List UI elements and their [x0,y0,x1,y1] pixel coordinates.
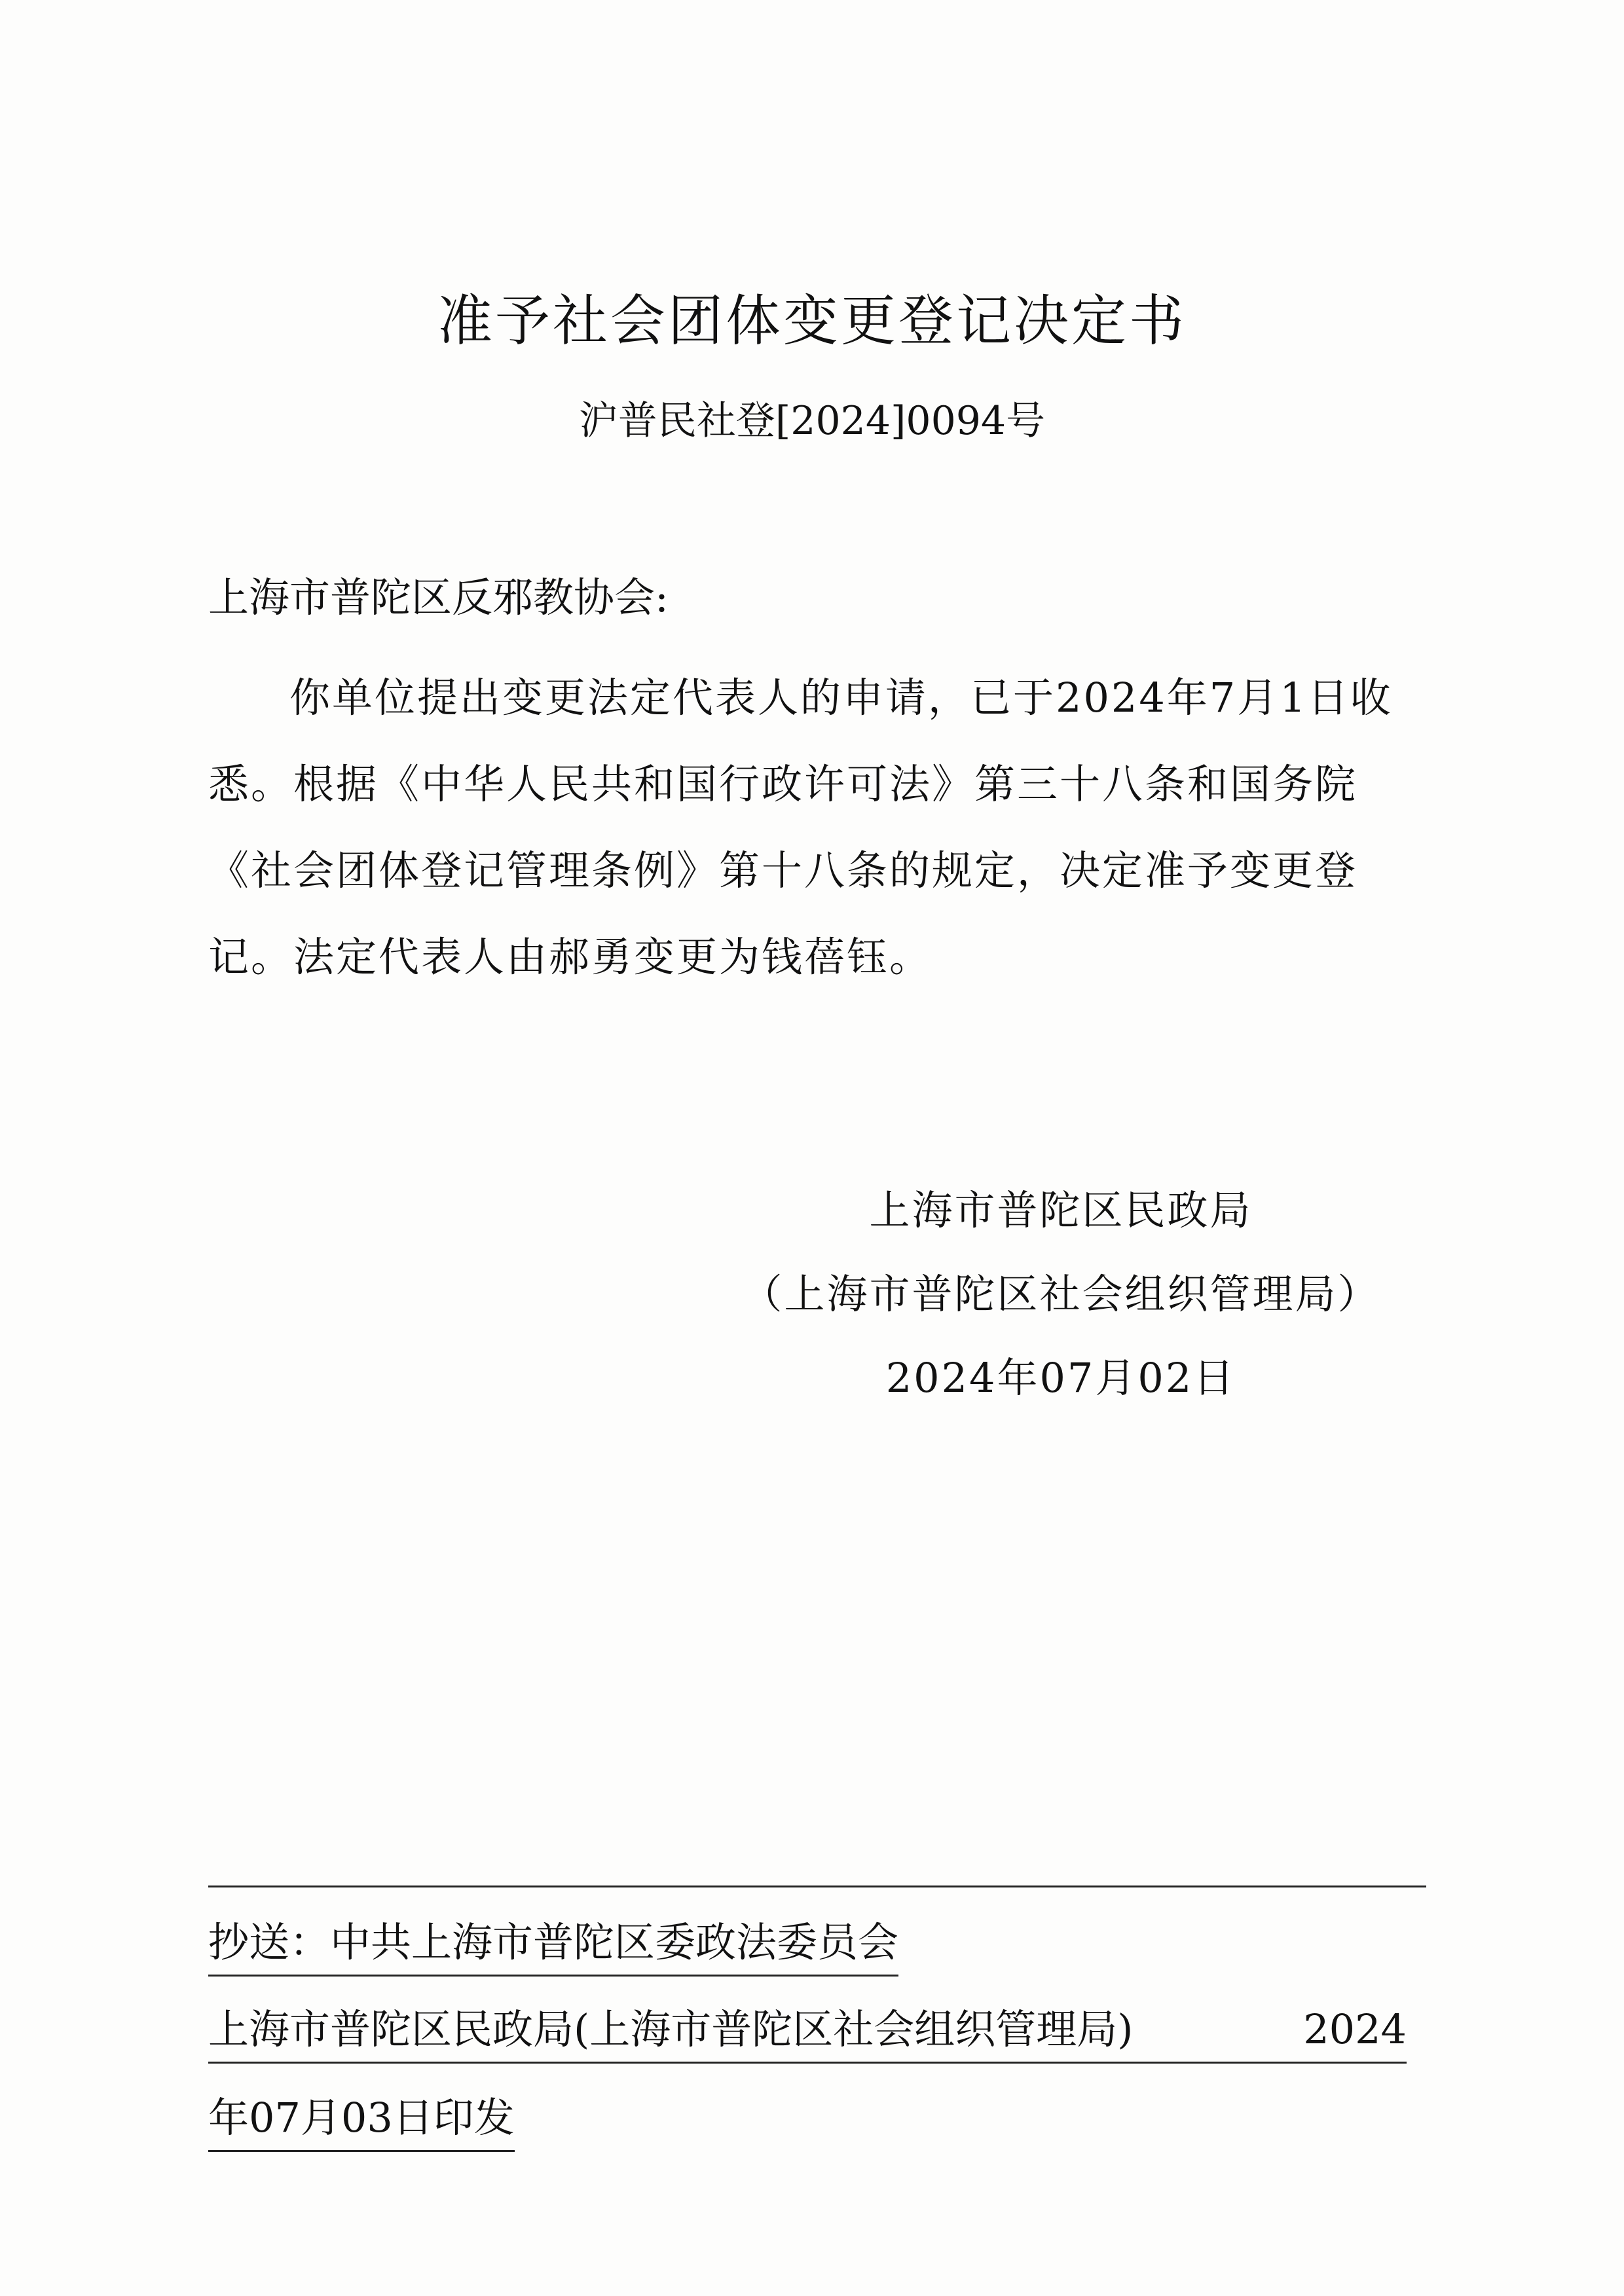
addressee: 上海市普陀区反邪教协会: [208,574,669,621]
document-title: 准予社会团体变更登记决定书 [437,289,1187,353]
cc-line: 抄送：中共上海市普陀区委政法委员会 [208,1913,898,1977]
document-body [208,655,1393,1000]
body-line: 你单位提出变更法定代表人的申请，已于2024年7月1日收 [289,674,1393,721]
footer-divider [208,1886,1426,1887]
signing-date: 2024年07月02日 [885,1354,1236,1402]
body-line: 悉。根据《中华人民共和国行政许可法》第三十八条和国务院 [208,760,1358,808]
body-line: 《社会团体登记管理条例》第十八条的规定，决定准予变更登 [208,847,1358,894]
issue-year: 2024 [1303,2005,1407,2053]
document-number: 沪普民社登[2024]0094号 [578,398,1046,444]
signature-block [655,1169,1467,1420]
issue-date-line: 年07月03日印发 [208,2088,515,2152]
signing-organization-alt: （上海市普陀区社会组织管理局） [741,1270,1380,1318]
body-line: 记。法定代表人由郝勇变更为钱蓓钰。 [208,933,932,981]
issuer-name: 上海市普陀区民政局(上海市普陀区社会组织管理局) [208,2005,1134,2053]
signing-organization: 上海市普陀区民政局 [869,1186,1253,1234]
issuer-line [208,2000,1407,2064]
